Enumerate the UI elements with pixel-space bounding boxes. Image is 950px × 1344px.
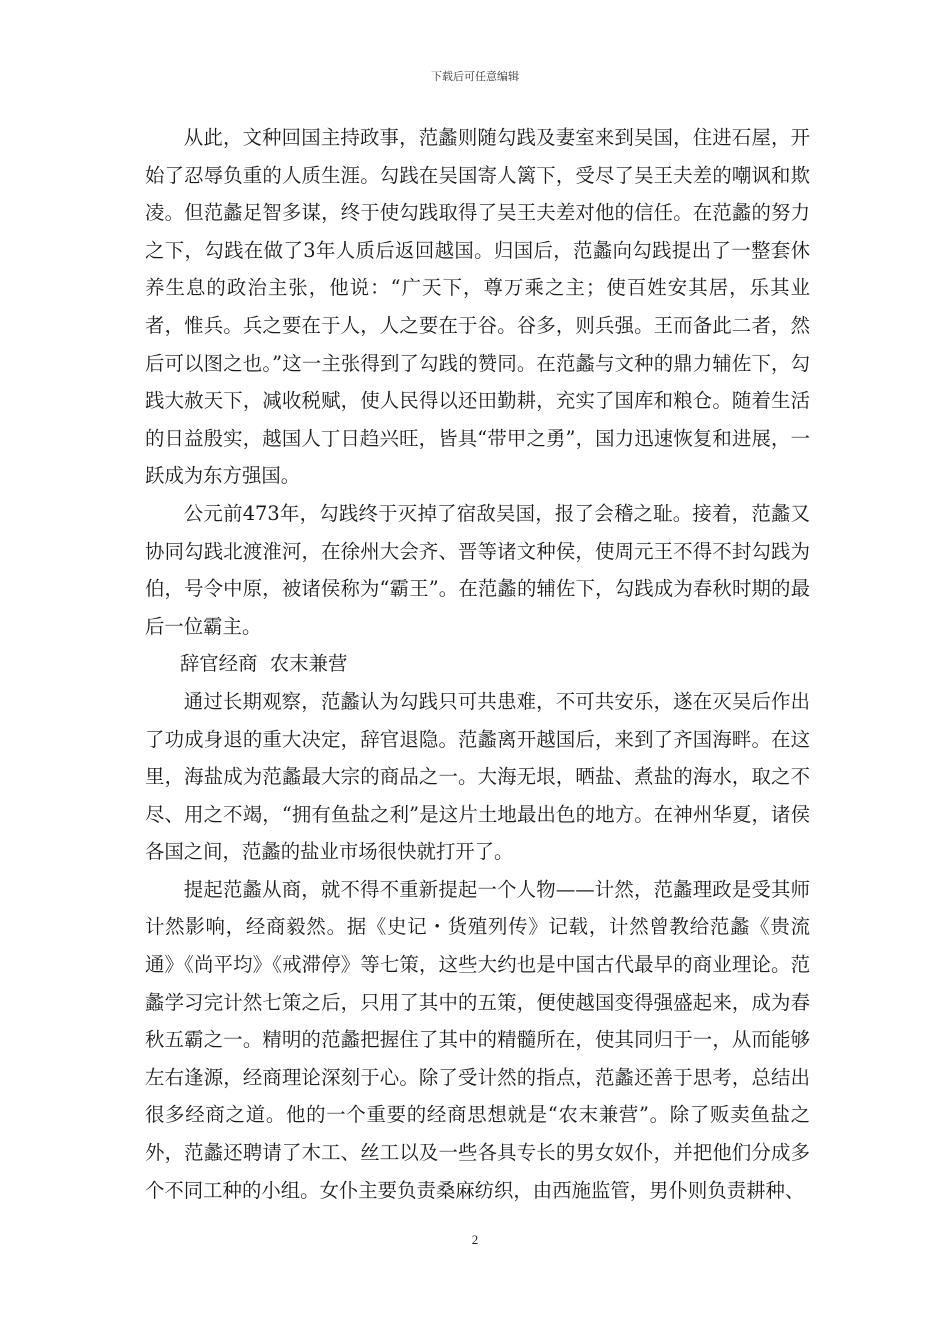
paragraph-retirement: 通过长期观察，范蠡认为勾践只可共患难，不可共安乐，遂在灭吴后作出了功成身退的重大决定，辞官退隐。范蠡离开越国后，来到了齐国海畔。在这里，海盐成为范蠡最大宗的商品之一。大海无垠，晒盐、煮盐的海水，取之不尽、用之不竭，“拥有鱼盐之利”是这片土地最出色的地方。在神州华夏，诸侯各国之间，范蠡的盐业市场很快就打开了。 [145,689,810,864]
document-body [145,119,810,1209]
paragraph-defeat-of-wu: 公元前473年，勾践终于灭掉了宿敌吴国，报了会稽之耻。接着，范蠡又协同勾践北渡淮河，在徐州大会齐、晋等诸文种侯，使周元王不得不封勾践为伯，号令中原，被诸侯称为“霸王”。在范蠡的辅佐下，勾践成为春秋时期的最后一位霸主。 [145,501,810,638]
paragraph-exile-and-recovery: 从此，文种回国主持政事，范蠡则随勾践及妻室来到吴国，住进石屋，开始了忍辱负重的人质生涯。勾践在吴国寄人篱下，受尽了吴王夫差的嘲讽和欺凌。但范蠡足智多谋，终于使勾践取得了吴王夫差对他的信任。在范蠡的努力之下，勾践在做了3年人质后返回越国。归国后，范蠡向勾践提出了一整套休养生息的政治主张，他说：“广天下，尊万乘之主；使百姓安其居，乐其业者，惟兵。兵之要在于人，人之要在于谷。谷多，则兵强。王而备此二者，然后可以图之也。”这一主张得到了勾践的赞同。在范蠡与文种的鼎力辅佐下，勾践大赦天下，减收税赋，使人民得以还田勤耕，充实了国库和粮仓。随着生活的日益殷实，越国人丁日趋兴旺，皆具“带甲之勇”，国力迅速恢复和进展，一跃成为东方强国。 [145,126,810,488]
page-header: 下载后可任意编辑 [431,70,519,83]
page-number: 2 [471,1232,479,1247]
paragraph-jiran-influence: 提起范蠡从商，就不得不重新提起一个人物——计然，范蠡理政是受其师计然影响，经商毅然。据《史记・货殖列传》记载，计然曾教给范蠡《贵流通》《尚平均》《戒滞停》等七策，这些大约也是中国古代最早的商业理论。范蠡学习完计然七策之后，只用了其中的五策，便使越国变得强盛起来，成为春秋五霸之一。精明的范蠡把握住了其中的精髓所在，使其同归于一，从而能够左右逢源，经商理论深刻于心。除了受计然的指点，范蠡还善于思考，总结出很多经商之道。他的一个重要的经商思想就是“农末兼营”。除了贩卖鱼盐之外，范蠡还聘请了木工、丝工以及一些各具专长的男女奴仆，并把他们分成多个不同工种的小组。女仆主要负责桑麻纺织，由西施监管，男仆则负责耕种、 [145,877,810,1202]
section-heading: 辞官经商 农末兼营 [179,652,348,676]
